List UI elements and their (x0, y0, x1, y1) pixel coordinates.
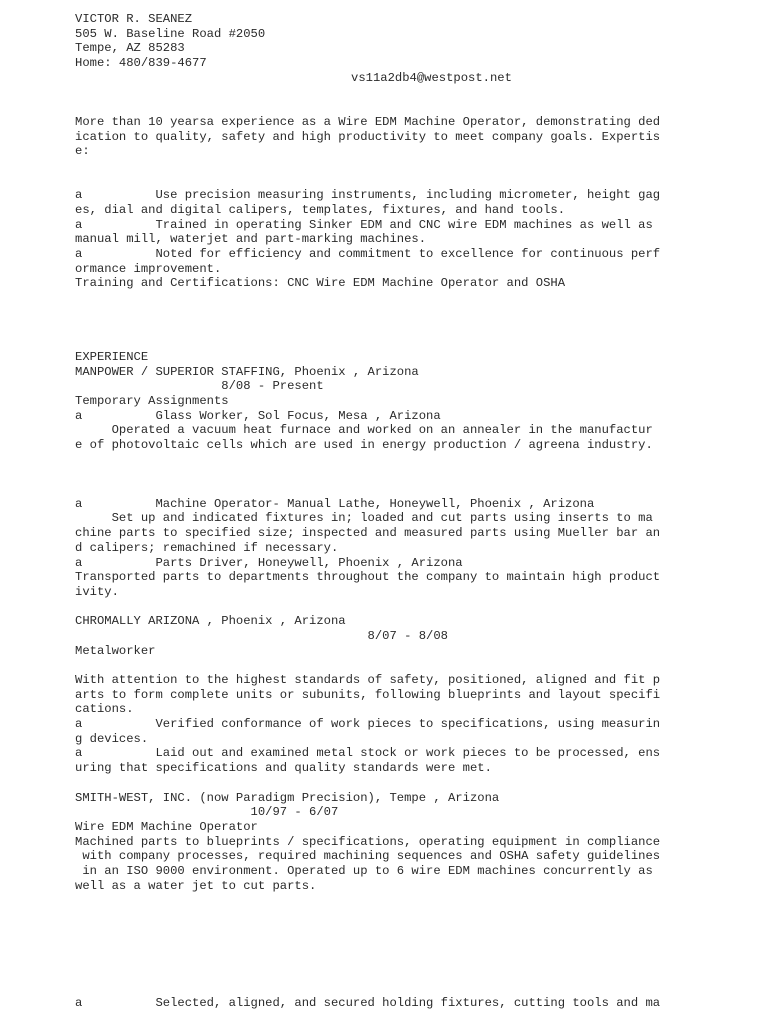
job-employer: CHROMALLY ARIZONA , Phoenix , Arizona (75, 614, 346, 629)
spacer (75, 776, 685, 791)
contact-name: VICTOR R. SEANEZ (75, 12, 193, 26)
summary-line: e: (75, 144, 90, 159)
job-dates: 8/08 - Present (75, 379, 324, 394)
job-bullet: a Selected, aligned, and secured holding fixtures, cutting tools and ma (75, 996, 661, 1011)
job-description: Operated a vacuum heat furnace and worked on an annealer in the manufactur (75, 423, 653, 438)
spacer (75, 893, 685, 996)
job-description: arts to form complete units or subunits, following blueprints and layout specifi (75, 687, 661, 702)
job-dates: 10/97 - 6/07 (75, 805, 339, 820)
email-link[interactable]: vs11a2db4@westpost.net (351, 70, 512, 85)
job-description: uring that specifications and quality standards were met. (75, 761, 492, 776)
expertise-line: a Noted for efficiency and commitment to excellence for continuous perf (75, 247, 661, 262)
contact-city: Tempe, AZ 85283 (75, 41, 185, 56)
spacer (75, 658, 685, 673)
job-bullet: a Laid out and examined metal stock or work pieces to be processed, ens (75, 746, 661, 761)
experience-section (75, 350, 685, 1011)
job-description: Transported parts to departments throughout the company to maintain high product (75, 570, 661, 585)
job-title: Metalworker (75, 643, 156, 658)
job-dates: 8/07 - 8/08 (75, 628, 448, 643)
job-chromally (75, 614, 685, 776)
job-description: d calipers; remachined if necessary. (75, 540, 339, 555)
job-description: well as a water jet to cut parts. (75, 878, 317, 893)
expertise-line: a Trained in operating Sinker EDM and CNC wire EDM machines as well as (75, 217, 653, 232)
expertise-section (75, 188, 685, 291)
contact-email[interactable] (75, 71, 685, 86)
job-description: Set up and indicated fixtures in; loaded and cut parts using inserts to ma (75, 511, 653, 526)
resume-document (75, 12, 685, 1011)
summary-line: ication to quality, safety and high productivity to meet company goals. Expertis (75, 129, 661, 144)
experience-heading: EXPERIENCE (75, 349, 149, 364)
summary-line: More than 10 yearsa experience as a Wire EDM Machine Operator, demonstrating ded (75, 114, 661, 129)
job-bullet: a Machine Operator- Manual Lathe, Honeywell, Phoenix , Arizona (75, 496, 595, 511)
job-description: with company processes, required machining sequences and OSHA safety guidelines (75, 849, 661, 864)
contact-address: 505 W. Baseline Road #2050 (75, 26, 266, 41)
job-title: Temporary Assignments (75, 393, 229, 408)
certifications-line: Training and Certifications: CNC Wire EDM Machine Operator and OSHA (75, 276, 566, 291)
contact-block (75, 12, 685, 85)
job-smith-west (75, 791, 685, 1011)
job-description: in an ISO 9000 environment. Operated up to 6 wire EDM machines concurrently as (75, 863, 653, 878)
spacer (75, 159, 685, 188)
job-manpower (75, 365, 685, 600)
job-description: chine parts to specified size; inspected and measured parts using Mueller bar an (75, 526, 661, 541)
job-employer: SMITH-WEST, INC. (now Paradigm Precision), Tempe , Arizona (75, 790, 500, 805)
job-description: With attention to the highest standards of safety, positioned, aligned and fit p (75, 673, 661, 688)
expertise-line: es, dial and digital calipers, templates, fixtures, and hand tools. (75, 202, 566, 217)
spacer (75, 600, 685, 615)
job-employer: MANPOWER / SUPERIOR STAFFING, Phoenix , Arizona (75, 364, 419, 379)
job-bullet: a Verified conformance of work pieces to specifications, using measurin (75, 717, 661, 732)
expertise-line: manual mill, waterjet and part-marking machines. (75, 232, 427, 247)
job-description: e of photovoltaic cells which are used in energy production / agreena industry. (75, 438, 653, 453)
expertise-line: a Use precision measuring instruments, including micrometer, height gag (75, 188, 661, 203)
contact-phone: Home: 480/839-4677 (75, 56, 207, 71)
job-description: g devices. (75, 731, 149, 746)
job-description: ivity. (75, 584, 119, 599)
expertise-line: ormance improvement. (75, 261, 222, 276)
spacer (75, 453, 685, 497)
job-bullet: a Parts Driver, Honeywell, Phoenix , Arizona (75, 555, 463, 570)
spacer (75, 85, 685, 114)
job-title: Wire EDM Machine Operator (75, 819, 258, 834)
job-description: Machined parts to blueprints / specifications, operating equipment in compliance (75, 834, 661, 849)
spacer (75, 291, 685, 350)
summary-section (75, 115, 685, 159)
job-description: cations. (75, 702, 134, 717)
job-bullet: a Glass Worker, Sol Focus, Mesa , Arizona (75, 408, 441, 423)
